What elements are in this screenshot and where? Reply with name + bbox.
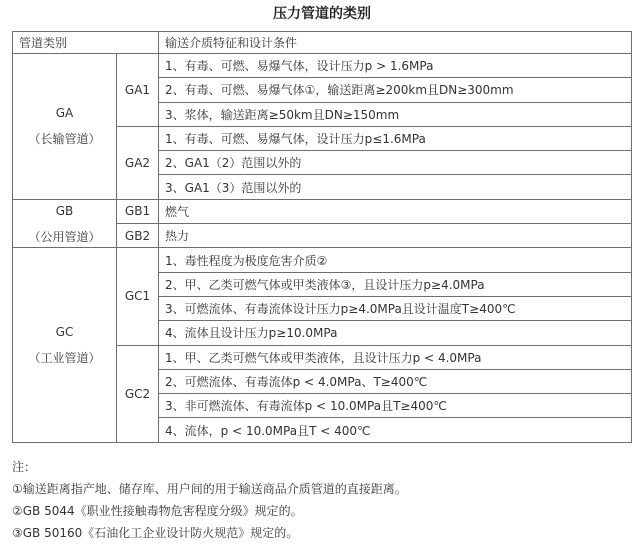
condition-cell: 燃气 bbox=[159, 199, 632, 223]
group-code: GA bbox=[55, 106, 74, 121]
condition-cell: 1、有毒、可燃、易爆气体，设计压力p > 1.6MPa bbox=[159, 54, 632, 78]
notes bbox=[12, 456, 632, 544]
condition-cell: 2、GA1（2）范围以外的 bbox=[159, 151, 632, 175]
pressure-pipe-category-table bbox=[12, 31, 632, 443]
condition-cell: 热力 bbox=[159, 224, 632, 248]
condition-cell: 1、毒性程度为极度危害介质② bbox=[159, 248, 632, 272]
table-header-row bbox=[13, 32, 632, 54]
group-cell-gb bbox=[13, 199, 117, 248]
condition-cell: 2、可燃流体、有毒流体p < 4.0MPa、T≥400℃ bbox=[159, 369, 632, 393]
group-code: GC bbox=[55, 325, 74, 340]
condition-cell: 3、非可燃流体、有毒流体p < 10.0MPa且T≥400℃ bbox=[159, 394, 632, 418]
condition-cell: 1、有毒、可燃、易爆气体，设计压力p≤1.6MPa bbox=[159, 126, 632, 150]
subgroup-cell-ga2: GA2 bbox=[117, 126, 159, 199]
note-line-3: ③GB 50160《石油化工企业设计防火规范》规定的。 bbox=[12, 526, 299, 540]
table-row bbox=[13, 199, 632, 223]
condition-cell: 3、GA1（3）范围以外的 bbox=[159, 175, 632, 199]
subgroup-cell-gb1: GB1 bbox=[117, 199, 159, 223]
condition-cell: 4、流体，p < 10.0MPa且T < 400℃ bbox=[159, 418, 632, 442]
subgroup-cell-gc1: GC1 bbox=[117, 248, 159, 345]
table-row bbox=[13, 54, 632, 78]
group-cell-gc bbox=[13, 248, 117, 442]
condition-cell: 3、可燃流体、有毒流体设计压力p≥4.0MPa且设计温度T≥400℃ bbox=[159, 296, 632, 320]
table-row bbox=[13, 248, 632, 272]
condition-cell: 4、流体且设计压力p≥10.0MPa bbox=[159, 321, 632, 345]
group-code: GB bbox=[55, 203, 74, 218]
condition-cell: 2、有毒、可燃、易爆气体①，输送距离≥200km且DN≥300mm bbox=[159, 78, 632, 102]
subgroup-cell-gb2: GB2 bbox=[117, 224, 159, 248]
group-cell-ga bbox=[13, 54, 117, 200]
subgroup-cell-ga1: GA1 bbox=[117, 54, 159, 127]
subgroup-cell-gc2: GC2 bbox=[117, 345, 159, 442]
header-medium-conditions: 输送介质特征和设计条件 bbox=[159, 32, 632, 54]
group-name: （长输管道） bbox=[28, 132, 101, 147]
group-name: （工业管道） bbox=[28, 351, 101, 366]
note-line-1: ①输送距离指产地、储存库、用户间的用于输送商品介质管道的直接距离。 bbox=[12, 482, 407, 496]
notes-heading: 注： bbox=[12, 460, 37, 474]
condition-cell: 2、甲、乙类可燃气体或甲类液体③，且设计压力p≥4.0MPa bbox=[159, 272, 632, 296]
group-name: （公用管道） bbox=[28, 229, 101, 244]
condition-cell: 1、甲、乙类可燃气体或甲类液体，且设计压力p < 4.0MPa bbox=[159, 345, 632, 369]
note-line-2: ②GB 5044《职业性接触毒物危害程度分级》规定的。 bbox=[12, 504, 303, 518]
page-title: 压力管道的类别 bbox=[273, 6, 371, 22]
condition-cell: 3、浆体，输送距离≥50km且DN≥150mm bbox=[159, 102, 632, 126]
header-pipe-category: 管道类别 bbox=[13, 32, 159, 54]
